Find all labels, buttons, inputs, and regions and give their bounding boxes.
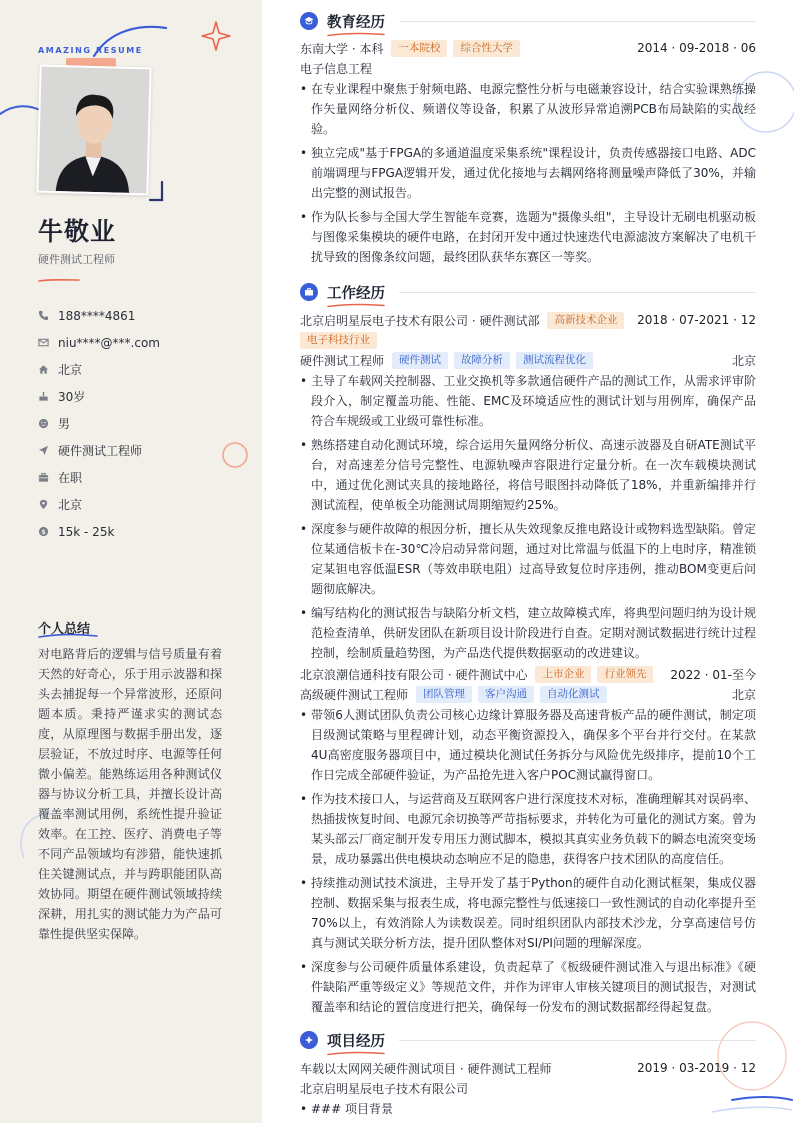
info-text: 硬件测试工程师 [58, 444, 143, 458]
send-icon [38, 445, 58, 456]
section-title-text: 项目经历 [327, 1033, 385, 1050]
job-entry [300, 664, 756, 1017]
section-title [327, 1030, 385, 1051]
list-item: • 独立完成"基于FPGA的多通道温度采集系统"课程设计，负责传感器接口电路、ADC前端调理与FPGA逻辑开发，通过优化接地与去耦网络将测量噪声降低了30%，并输出完整的测试报告。 [300, 143, 756, 203]
sidebar [0, 0, 262, 1123]
job-entry [300, 310, 756, 663]
graduation-cap-icon [300, 12, 318, 30]
list-item: • 编写结构化的测试报告与缺陷分析文档，建立故障模式库，将典型问题归纳为设计规范检查清单，供研发团队在新项目设计阶段进行自查。定期对测试数据进行统计过程控制，绘制质量趋势图，为产品迭代提供数据驱动的改进建议。 [300, 603, 756, 663]
location-pin-icon [38, 499, 58, 510]
project-bullets [300, 1099, 756, 1119]
section-title [327, 282, 385, 303]
education-section [300, 10, 756, 271]
project-org: 北京启明星辰电子技术有限公司 [300, 1081, 469, 1096]
major: 电子信息工程 [300, 61, 373, 76]
company-tag: 电子科技行业 [300, 332, 377, 349]
position-title: 高级硬件测试工程师 [300, 687, 409, 702]
dollar-icon [38, 526, 58, 537]
work-section [300, 281, 756, 1021]
skill-tag: 团队管理 [416, 686, 472, 703]
info-salary [38, 518, 248, 545]
info-email [38, 329, 248, 356]
decorative-star-icon [200, 20, 232, 52]
info-gender [38, 410, 248, 437]
project-org-line [300, 1078, 756, 1098]
list-item: • 作为队长参与全国大学生智能车竞赛，选题为"摄像头组"，主导设计无刷电机驱动板与图像采集模块的硬件电路，在封闭开发中通过快速迭代电源滤波方案解决了电机干扰导致的图像条纹问题，最终团队获华东赛区一等奖。 [300, 207, 756, 267]
skill-tag: 测试流程优化 [516, 352, 593, 369]
position-line [300, 684, 756, 704]
briefcase-icon [38, 472, 58, 483]
section-header [300, 10, 756, 32]
list-item: • 深度参与硬件故障的根因分析，擅长从失效现象反推电路设计或物料选型缺陷。曾定位某通信板卡在-30℃冷启动异常问题，通过对比常温与低温下的上电时序，精准锁定某钽电容低温ESR（等效串联电阻）过高导致复位时序违例，推动BOM变更后问题彻底解决。 [300, 519, 756, 599]
cake-icon [38, 391, 58, 402]
job-bullets [300, 371, 756, 663]
info-text: 北京 [58, 498, 83, 512]
company-name: 北京启明星辰电子技术有限公司 · 硬件测试部 [300, 313, 540, 328]
job-date: 2018 · 07-2021 · 12 [637, 313, 756, 327]
section-title-underline [327, 303, 385, 308]
position-and-skills [300, 686, 607, 703]
company-name: 北京浪潮信通科技有限公司 · 硬件测试中心 [300, 667, 528, 682]
company-tag-line [300, 330, 756, 350]
contact-info-list [38, 302, 248, 545]
briefcase-icon [300, 283, 318, 301]
company-line [300, 666, 653, 683]
project-header [300, 1058, 756, 1078]
candidate-name: 牛敬业 [38, 217, 117, 246]
education-entry-header [300, 38, 756, 58]
position-line [300, 350, 756, 370]
education-date: 2014 · 09-2018 · 06 [637, 41, 756, 55]
section-title-text: 工作经历 [327, 285, 385, 302]
info-text: niu****@***.com [58, 335, 160, 350]
school-line [300, 40, 520, 57]
info-city [38, 356, 248, 383]
project-icon [300, 1031, 318, 1049]
position-title: 硬件测试工程师 [300, 353, 385, 368]
major-line [300, 58, 756, 78]
info-text: 在职 [58, 471, 83, 485]
info-target-city [38, 491, 248, 518]
mail-icon [38, 337, 58, 348]
info-age [38, 383, 248, 410]
project-date: 2019 · 03-2019 · 12 [637, 1061, 756, 1075]
company-tag: 行业领先 [597, 666, 653, 683]
info-phone [38, 302, 248, 329]
school-tag: 综合性大学 [453, 40, 520, 57]
info-text: 北京 [58, 363, 83, 377]
section-title-underline [327, 32, 385, 37]
section-divider [399, 1040, 756, 1041]
resume-tagline: AMAZING RESUME [38, 46, 143, 55]
section-divider [399, 292, 756, 293]
list-item: • 带领6人测试团队负责公司核心边缘计算服务器及高速背板产品的硬件测试，制定项目级测试策略与里程碑计划，动态平衡资源投入，确保多个平台并行交付。在某款4U高密度服务器项目中，通过模块化测试任务拆分与风险优先级排序，提前10个工作日完成全部硬件验证，为产品抢先进入客户POC测试赢得窗口。 [300, 705, 756, 785]
company-line [300, 312, 624, 329]
info-text: 男 [58, 417, 71, 431]
job-header [300, 664, 756, 684]
list-item: • 主导了车载网关控制器、工业交换机等多款通信硬件产品的测试工作，从需求评审阶段介入，制定覆盖功能、性能、EMC及环境适应性的测试计划与用例库，确保产品符合车规级或工业级可靠性标准。 [300, 371, 756, 431]
list-item: • ### 项目背景 [300, 1099, 756, 1119]
skill-tag: 自动化测试 [540, 686, 607, 703]
section-title [327, 11, 385, 32]
list-item: • 在专业课程中聚焦于射频电路、电源完整性分析与电磁兼容设计，结合实验课熟练操作矢量网络分析仪、频谱仪等设备，积累了从波形异常追溯PCB布局缺陷的实战经验。 [300, 79, 756, 139]
skill-tag: 硬件测试 [392, 352, 448, 369]
face-icon [38, 418, 58, 429]
info-target-position [38, 437, 248, 464]
home-icon [38, 364, 58, 375]
list-item: • 熟练搭建自动化测试环境，综合运用矢量网络分析仪、高速示波器及自研ATE测试平台，对高速差分信号完整性、电源轨噪声容限进行定量分析。在一次车载模块测试中，通过优化测试夹具的接地路径，将信号眼图抖动降低了18%，并重新编排并行测试流程，使单板全功能测试周期缩短约25%。 [300, 435, 756, 515]
decorative-bracket [148, 180, 168, 204]
summary-heading: 个人总结 [38, 622, 91, 637]
education-bullets [300, 79, 756, 267]
job-date: 2022 · 01-至今 [670, 667, 756, 682]
svg-text:$: $ [41, 527, 46, 536]
section-header [300, 1029, 756, 1051]
position-and-skills [300, 352, 593, 369]
summary-underline [38, 633, 98, 639]
job-city: 北京 [731, 687, 756, 702]
info-text: 188****4861 [58, 308, 136, 323]
main-content [262, 0, 794, 1123]
company-tag: 高新技术企业 [547, 312, 624, 329]
job-city: 北京 [731, 353, 756, 368]
decorative-curve-top [90, 22, 170, 62]
project-name: 车载以太网网关硬件测试项目 · 硬件测试工程师 [300, 1061, 552, 1076]
info-status [38, 464, 248, 491]
info-text: 15k - 25k [58, 524, 115, 539]
list-item: • 持续推动测试技术演进，主导开发了基于Python的硬件自动化测试框架，集成仪器控制、数据采集与报表生成，将电源完整性与低速接口一致性测试的自动化率提升至70%以上，有效消除人为读数误差。同时组织团队内部技术沙龙，分享高速信号仿真与测试关联分析方法，提升团队整体对SI/PI问题的理解深度。 [300, 873, 756, 953]
list-item: • 作为技术接口人，与运营商及互联网客户进行深度技术对标，准确理解其对误码率、热插拔恢复时间、电源冗余切换等严苛指标要求，并转化为可量化的测试方案。曾为某头部云厂商定制开发专用压力测试脚本，模拟其真实业务负载下的瞬态电流突变场景，成功暴露出供电模块动态响应不足的隐患，获得客户技术团队的高度信任。 [300, 789, 756, 869]
school-name: 东南大学 · 本科 [300, 41, 384, 56]
section-title-text: 教育经历 [327, 14, 385, 31]
summary-text: 对电路背后的逻辑与信号质量有着天然的好奇心，乐于用示波器和探头去捕捉每一个异常波形，还原问题本质。秉持严谨求实的测试态度，从原理图与数据手册出发，逐层验证，不放过时序、电源等任何微小偏差。能熟练运用各种测试仪器与协议分析工具，并擅长设计高覆盖率测试用例，系统性提升验证效率。在工控、医疗、消费电子等不同产品领域均有涉猎，能快速抓住关键测试点，并与跨职能团队高效协同。期望在硬件测试领域持续深耕，用扎实的测试能力为产品可靠性提供坚实保障。 [38, 647, 222, 941]
section-divider [399, 21, 756, 22]
info-text: 30岁 [58, 390, 86, 404]
school-tag: 一本院校 [391, 40, 447, 57]
role-underline [38, 279, 80, 282]
skill-tag: 故障分析 [454, 352, 510, 369]
job-bullets [300, 705, 756, 1017]
skill-tag: 客户沟通 [478, 686, 534, 703]
company-tag: 上市企业 [535, 666, 591, 683]
avatar [36, 65, 151, 196]
candidate-role: 硬件测试工程师 [38, 253, 115, 266]
list-item: • 深度参与公司硬件质量体系建设，负责起草了《板级硬件测试准入与退出标准》《硬件缺陷严重等级定义》等规范文件，并作为评审人审核关键项目的测试报告，对测试覆盖率和结论的置信度进行把关，确保每一份发布的测试数据都经得起复盘。 [300, 957, 756, 1017]
section-header [300, 281, 756, 303]
phone-icon [38, 310, 58, 321]
job-header [300, 310, 756, 330]
projects-section [300, 1029, 756, 1123]
section-title-underline [327, 1051, 385, 1056]
